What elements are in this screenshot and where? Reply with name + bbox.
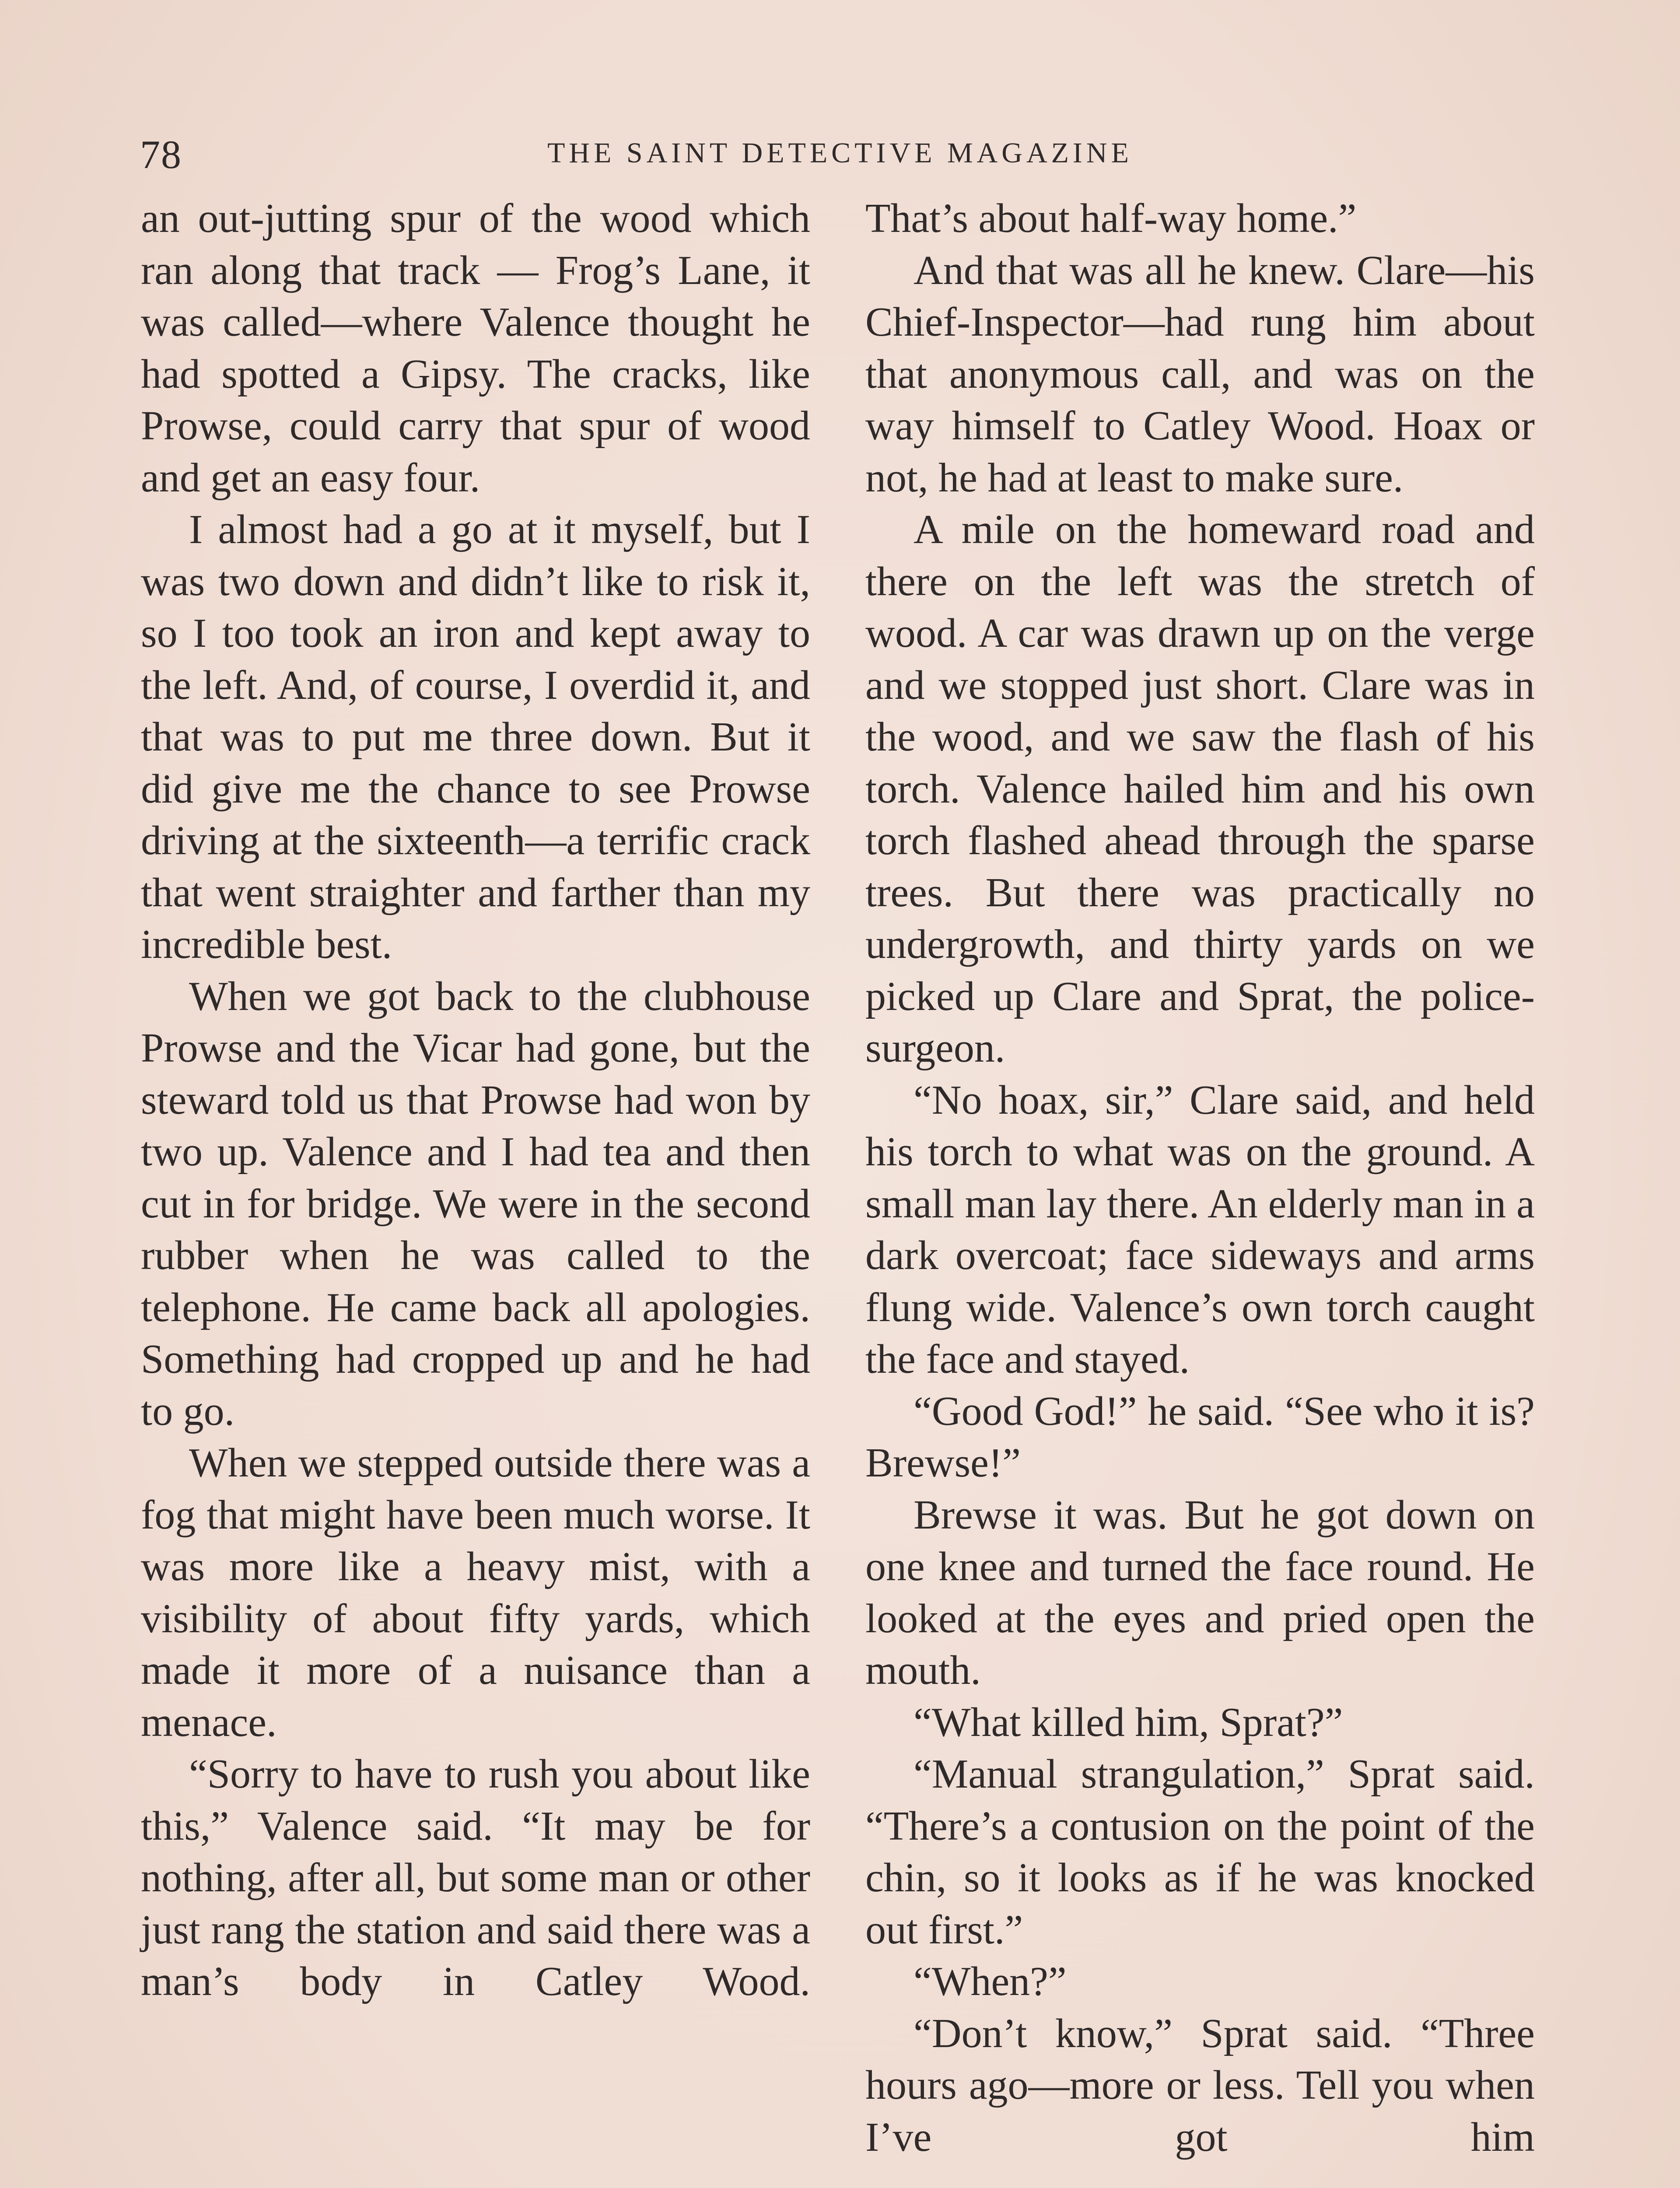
paragraph: A mile on the homeward road and there on the left was the stretch of wood. A car was drawn up on the verge and we stopped just short. Clare was in the wood, and we saw the flash of his torch. Valence hailed him and his own torch flashed ahead through the sparse trees. But there was practically no undergrowth, and thirty yards on we picked up Clare and Sprat, the police-surgeon. — [865, 507, 1535, 1071]
right-column — [865, 193, 1535, 2163]
paragraph: Brewse it was. But he got down on one knee and turned the face round. He looked at the eyes and pried open the mouth. — [865, 1492, 1535, 1693]
paragraph: “Sorry to have to rush you about like this,” Valence said. “It may be for nothing, after all, but some man or other just rang the station and said there was a man’s body in Catley Wood. — [141, 1751, 810, 2004]
running-head: THE SAINT DETECTIVE MAGAZINE — [547, 137, 1133, 169]
paragraph: “Manual strangulation,” Sprat said. “There’s a contusion on the point of the chin, so it looks as if he was knocked out first.” — [865, 1751, 1535, 1953]
paragraph: When we got back to the clubhouse Prowse and the Vicar had gone, but the steward told us that Prowse had won by two up. Valence and I had tea and then cut in for bridge. We were in the second rubber when he was called to the telephone. He came back all apologies. Something had cropped up and he had to go. — [141, 973, 810, 1434]
paragraph: an out-jutting spur of the wood which ran along that track — Frog’s Lane, it was called—where Valence thought he had spotted a Gipsy. The cracks, like Prowse, could carry that spur of wood and get an easy four. — [141, 196, 810, 501]
paragraph: When we stepped outside there was a fog that might have been much worse. It was more like a heavy mist, with a visibility of about fifty yards, which made it more of a nuisance than a menace. — [141, 1440, 810, 1745]
paragraph: And that was all he knew. Clare—his Chief-Inspector—had rung him about that anonymous call, and was on the way himself to Catley Wood. Hoax or not, he had at least to make sure. — [865, 247, 1535, 501]
paragraph: I almost had a go at it myself, but I was two down and didn’t like to risk it, so I too took an iron and kept away to the left. And, of course, I overdid it, and that was to put me three down. But it did give me the chance to see Prowse driving at the sixteenth—a terrific crack that went straighter and farther than my incredible best. — [141, 507, 810, 967]
paragraph: “No hoax, sir,” Clare said, and held his torch to what was on the ground. A small man lay there. An elderly man in a dark overcoat; face sideways and arms flung wide. Valence’s own torch caught the face and stayed. — [865, 1077, 1535, 1382]
paragraph: “What killed him, Sprat?” — [914, 1699, 1343, 1745]
page-number: 78 — [140, 132, 182, 177]
paragraph: That’s about half-way home.” — [865, 196, 1357, 241]
page-header — [140, 131, 1540, 179]
paragraph: “Don’t know,” Sprat said. “Three hours ago—more or less. Tell you when I’ve got him — [865, 2010, 1535, 2160]
left-column — [141, 193, 810, 2008]
paragraph: “Good God!” he said. “See who it is? Brewse!” — [865, 1388, 1535, 1486]
paragraph: “When?” — [914, 1959, 1067, 2004]
